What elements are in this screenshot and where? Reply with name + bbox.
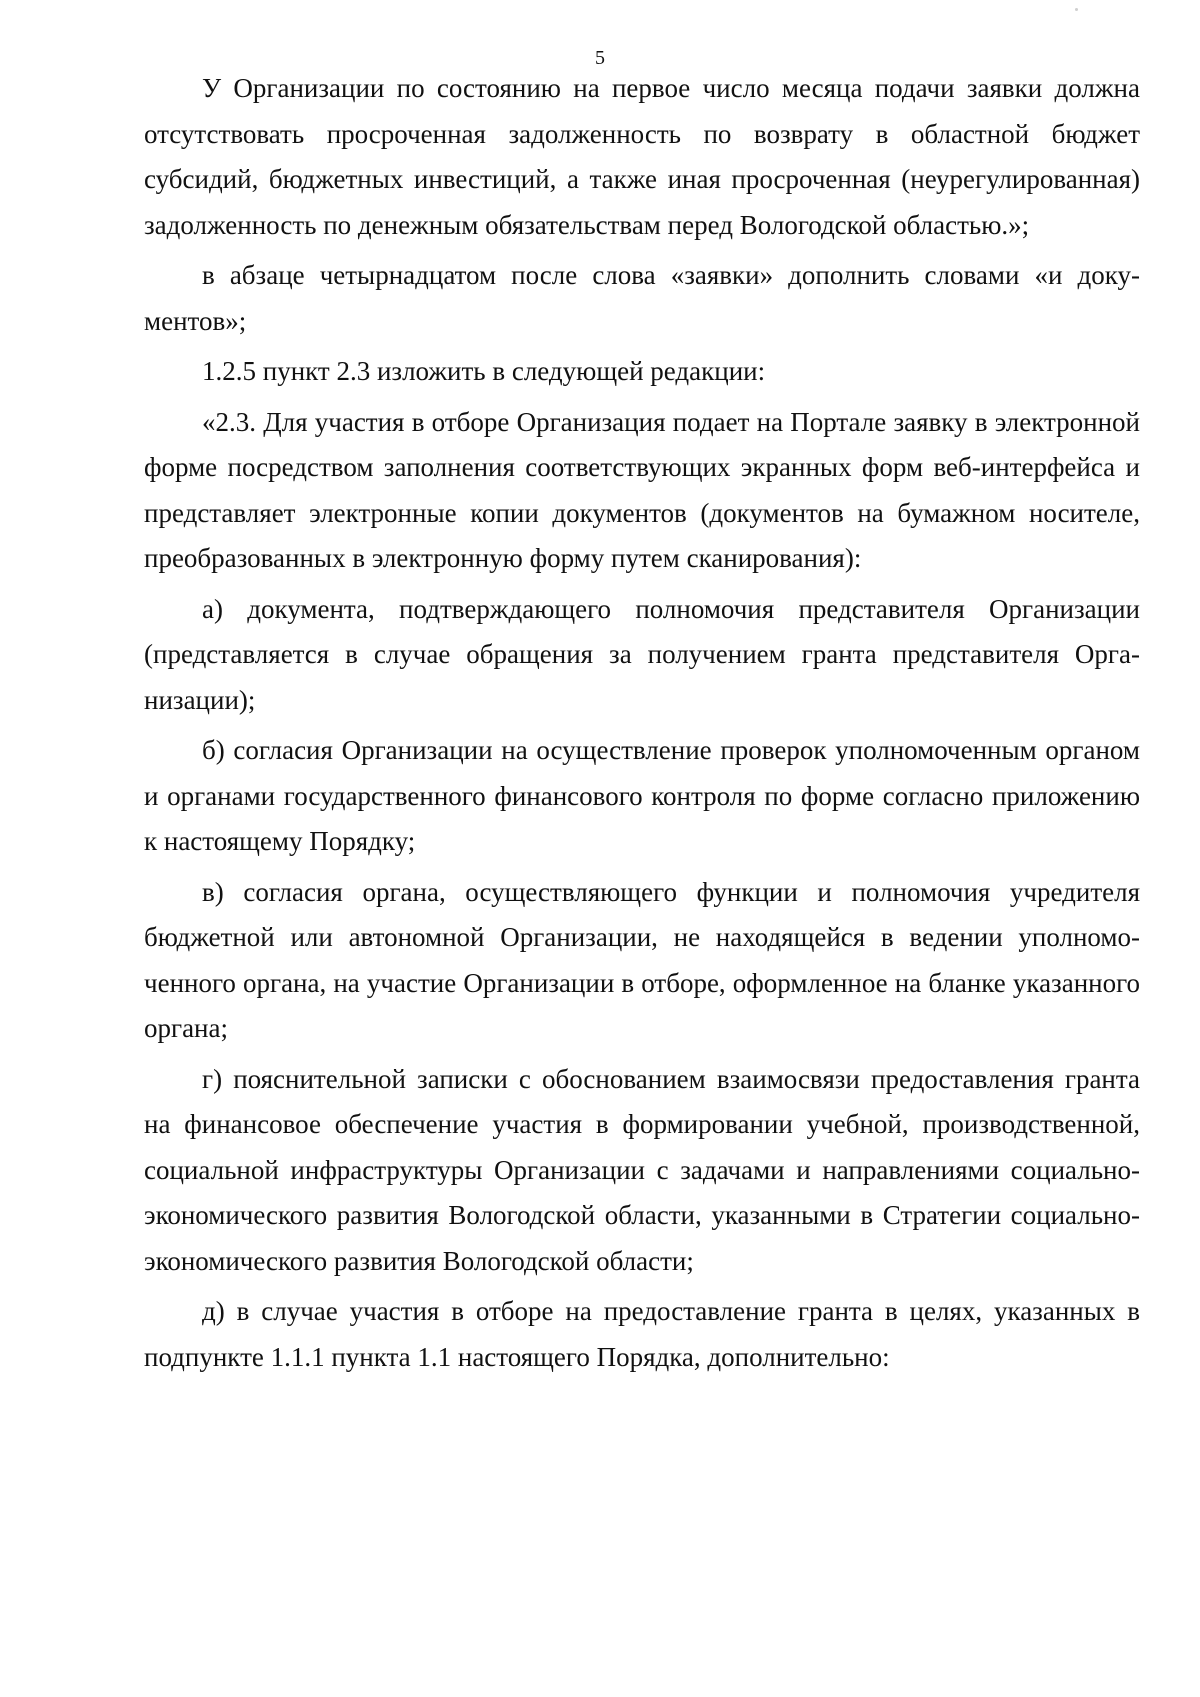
list-item-a: а) документа, подтверждающего полномочия представителя Организации (представляется в случае обращения за получением гранта представителя Организации); — [144, 593, 1140, 715]
paragraph-amendment-fourteenth: в абзаце четырнадцатом после слова «заявки» дополнить словами «и документов»; — [144, 260, 1140, 336]
page-number: 5 — [595, 47, 605, 69]
list-item-b: б) согласия Организации на осуществление проверок уполномоченным органом и органами государственного финансового контроля по форме согласно приложению к настоящему Порядку; — [144, 735, 1140, 856]
list-item-d: д) в случае участия в отборе на предоставление гранта в целях, указанных в подпункте 1.1.1 пункта 1.1 настоящего Порядка, дополнительно: — [144, 1296, 1140, 1372]
paragraph-debt-requirement: У Организации по состоянию на первое число месяца подачи заявки должна отсутствовать просроченная задолженность по возврату в областной бюджет субсидий, бюджетных инвестиций, а также иная просроченная (неурегулированная) задолженность по денежным обязательствам перед Вологодской областью.»; — [144, 73, 1140, 240]
scan-speck — [1075, 8, 1078, 11]
paragraph-clause-1-2-5: 1.2.5 пункт 2.3 изложить в следующей редакции: — [202, 356, 766, 386]
list-item-v: в) согласия органа, осуществляющего функции и полномочия учредителя бюджетной или автономной Организации, не находящейся в ведении уполномоченного органа, на участие Организации в отборе, оформленное на бланке указанного органа; — [144, 876, 1140, 1043]
list-item-g: г) пояснительной записки с обоснованием взаимосвязи предоставления гранта на финансовое обеспечение участия в формировании учебной, производственной, социальной инфраструктуры Организации с задачами и направлениями социально-экономического развития Вологодской области, указанными в Стратегии социально-экономического развития Вологодской области; — [144, 1063, 1140, 1276]
paragraph-clause-2-3: «2.3. Для участия в отборе Организация подает на Портале заявку в электронной форме посредством заполнения соответствующих экранных форм веб-интерфейса и представляет электронные копии документов (документов на бумажном носителе, преобразованных в электронную форму путем сканирования): — [144, 406, 1140, 573]
document-body — [144, 66, 1140, 1385]
